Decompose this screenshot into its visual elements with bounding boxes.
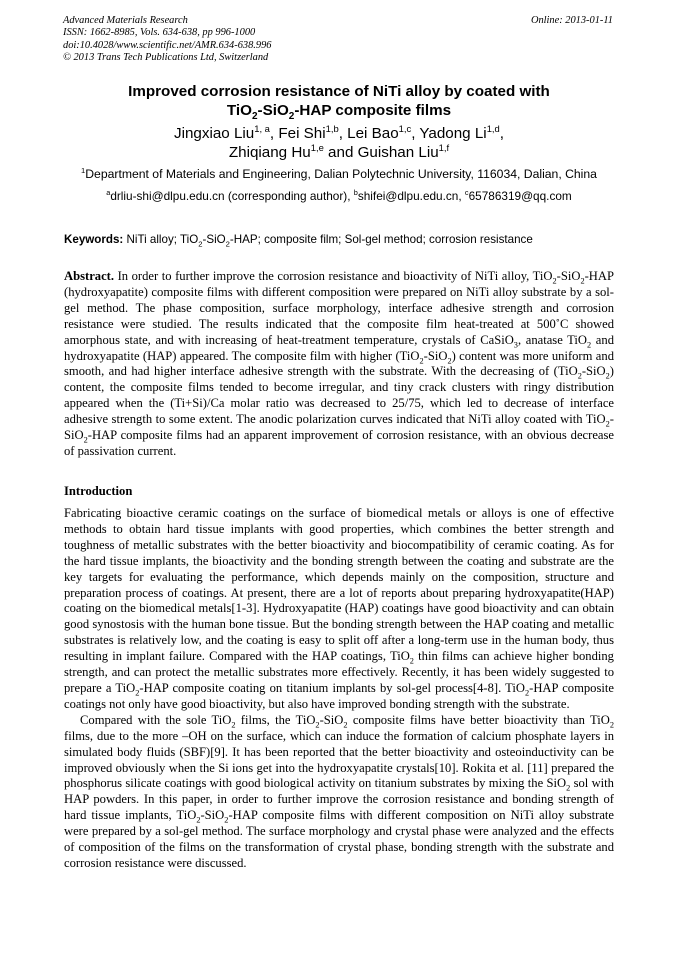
title-line-1: Improved corrosion resistance of NiTi alloy by coated with xyxy=(128,83,550,100)
author-list xyxy=(40,124,638,162)
section-heading-introduction: Introduction xyxy=(64,484,133,498)
issn-line: ISSN: 1662-8985, Vols. 634-638, pp 996-1000 xyxy=(63,27,256,39)
title-line-2: TiO$_2$-SiO$_2$-HAP composite films xyxy=(226,102,452,123)
author-emails: $^a$drliu-shi@dlpu.edu.cn (corresponding author), $^b$shifei@dlpu.edu.cn, $^c$65786319@qq.com xyxy=(106,188,572,203)
online-date: Online: 2013-01-11 xyxy=(530,15,613,26)
keywords: Keywords: NiTi alloy; TiO$_2$-SiO$_2$-HAP; composite film; Sol-gel method; corrosion resistance xyxy=(64,233,533,249)
journal-name: Advanced Materials Research xyxy=(63,15,188,26)
author-line-2: Zhiqiang Hu$^{1,e}$ and Guishan Liu$^{1,f}$ xyxy=(228,141,450,161)
affiliation: $^1$Department of Materials and Engineering, Dalian Polytechnic University, 116034, Dalian, China xyxy=(81,165,597,181)
keywords-label: Keywords: xyxy=(64,233,124,246)
doi-line: doi:10.4028/www.scientific.net/AMR.634-638.996 xyxy=(63,39,272,51)
copyright-line: © 2013 Trans Tech Publications Ltd, Switzerland xyxy=(63,52,269,64)
paper-title xyxy=(40,82,638,123)
author-line-1: Jingxiao Liu$^{1, a}$, Fei Shi$^{1,b}$, Lei Bao$^{1,c}$, Yadong Li$^{1,d}$, xyxy=(174,122,504,142)
journal-header xyxy=(63,15,423,65)
introduction-body xyxy=(64,506,614,872)
abstract-label: Abstract. xyxy=(64,269,115,283)
intro-paragraph-1: Fabricating bioactive ceramic coatings on the surface of biomedical metals or alloys is one of effective methods to obtain hard tissue implants with good properties, which combines the better strength and toughness of metallic substrates with the better bioactivity and biocompatibility of ceramic coating. As for the hard tissue implants, the bioactivity and the bonding strength between the coating and substrate are the key targets for evaluating the performance, which depends mainly on the composition, structure and preparation process of coatings. At present, there are a lot of reports about preparing hydroxyapatite(HAP) coating on the biomedical metals[1-3]. Hydroxyapatite (HAP) coatings have good bioactivity and can obtain good synostosis with the human bone tissue. But the bonding strength between the HAP coating and metallic substrates is relatively low, and the coating is easy to split off after a long-term use in the human body, thus resulting in implant failure. Compared with the HAP coatings, TiO$_2$ thin films can achieve higher bonding strength, and can protect the metallic substrates more effectively. Recently, it has been widely suggested to prepare a TiO$_2$-HAP composite coating on titanium implants by sol-gel process[4-8]. TiO$_2$-HAP composite coatings not only have good bioactivity, but also have improved bonding strength with the substrate. xyxy=(64,506,614,711)
intro-paragraph-2: Compared with the sole TiO$_2$ films, the TiO$_2$-SiO$_2$ composite films have better bioactivity than TiO$_2$ films, due to the more –OH on the surface, which can induce the formation of calcium phosphate layers in simulated body fluids (SBF)[9]. It has been reported that the better bioactivity and osteoinductivity can be improved obviously when the Si ions get into the hydroxyapatite crystals[10]. Rokita et al. [11] prepared the phosphorus silicate coatings with good biological activity on titanium substrates by mixing the SiO$_2$ sol with HAP powders. In this paper, in order to further improve the corrosion resistance and bonding strength of hard tissue implants, TiO$_2$-SiO$_2$-HAP composite films with different composition on NiTi alloy substrate were prepared by a sol-gel method. The surface morphology and crystal phase were analyzed and the effects of composition of the films on the transformation of crystal phase, bonding strength with the substrate and corrosion resistance were discussed. xyxy=(64,712,615,870)
abstract: Abstract. In order to further improve the corrosion resistance and bioactivity of NiTi alloy, TiO$_2$-SiO$_2$-HAP (hydroxyapatite) composite films with different composition were prepared on NiTi alloy substrate by a sol-gel method. The phase composition, surface morphology, interface adhesive strength and corrosion resistance were studied. The results indicated that the composite film heat-treated at 500˚C showed amorphous state, and with increasing of heat-treatment temperature, crystals of CaSiO$_3$, anatase TiO$_2$ and hydroxyapatite (HAP) appeared. The composite film with higher (TiO$_2$-SiO$_2$) content was more uniform and smooth, and had higher interface adhesive strength with the substrate. With the decreasing of (TiO$_2$-SiO$_2$) content, the composite films tended to become irregular, and tiny crack clusters with ringy distribution appeared when the (Ti+Si)/Ca molar ratio was decreased to 25/75, which led to decrease of interface adhesive strength to some extent. The anodic polarization curves indicated that NiTi alloy coated with TiO$_2$-SiO$_2$-HAP composite films had an apparent improvement of corrosion resistance, with an obvious decrease of passivation current. xyxy=(64,269,614,458)
